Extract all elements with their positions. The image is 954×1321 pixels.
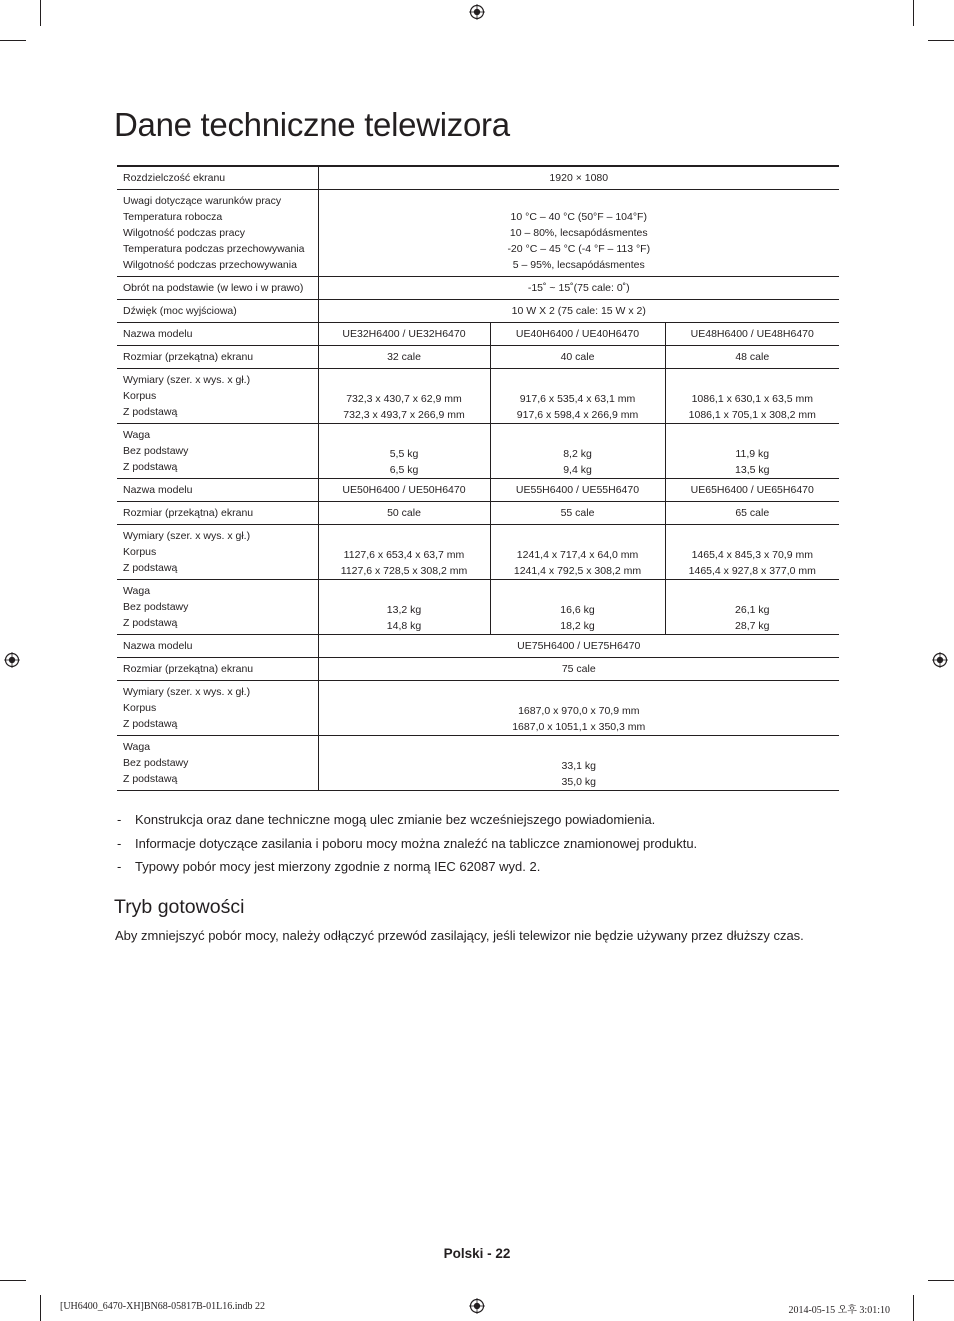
spec-label-line: Z podstawą: [123, 773, 178, 785]
spec-value-line: 50 cale: [387, 507, 421, 519]
spec-value-line: 1687,0 x 1051,1 x 350,3 mm: [512, 721, 646, 733]
spec-value-line: 1465,4 x 927,8 x 377,0 mm: [688, 565, 816, 577]
spec-row: [117, 346, 839, 369]
spec-label: [117, 681, 318, 736]
spec-label-line: Korpus: [123, 546, 157, 558]
spec-label-line: Waga: [123, 741, 151, 753]
spec-value: [318, 190, 839, 277]
note-item: [117, 835, 697, 859]
page-title: Dane techniczne telewizora: [114, 106, 510, 143]
spec-value-line: 11,9 kg: [735, 448, 770, 460]
spec-value: [318, 681, 839, 736]
spec-label-line: Z podstawą: [123, 718, 178, 730]
spec-label-line: Obrót na podstawie (w lewo i w prawo): [123, 282, 304, 294]
registration-mark-icon: [932, 652, 948, 668]
spec-value: [318, 424, 490, 479]
page-number: Polski - 22: [443, 1246, 511, 1261]
spec-row: [117, 635, 839, 658]
spec-row: [117, 166, 839, 190]
spec-value: [490, 580, 665, 635]
print-slug-file: [UH6400_6470-XH]BN68-05817B-01L16.indb 22: [60, 1301, 265, 1312]
crop-mark: [0, 40, 26, 41]
crop-mark: [40, 1295, 41, 1321]
spec-value: [665, 502, 839, 525]
spec-value-line: 48 cale: [735, 351, 770, 363]
spec-value: [318, 166, 839, 190]
spec-label-line: Korpus: [123, 702, 157, 714]
spec-label: [117, 369, 318, 424]
spec-value-line: 9,4 kg: [563, 464, 592, 476]
spec-label-line: Waga: [123, 585, 151, 597]
spec-value-line: -15˚ ~ 15˚(75 cale: 0˚): [527, 282, 630, 294]
spec-value-line: 8,2 kg: [563, 448, 592, 460]
registration-mark-icon: [469, 1298, 485, 1314]
spec-value: [318, 277, 839, 300]
spec-label-line: Rozmiar (przekątna) ekranu: [123, 507, 254, 519]
spec-value-line: 10 W X 2 (75 cale: 15 W x 2): [511, 305, 646, 317]
spec-value: [318, 323, 490, 346]
spec-value-line: 1465,4 x 845,3 x 70,9 mm: [691, 549, 813, 561]
spec-value: [665, 479, 839, 502]
spec-value-line: 917,6 x 598,4 x 266,9 mm: [516, 409, 639, 421]
spec-value-line: UE40H6400 / UE40H6470: [515, 328, 640, 340]
crop-mark: [0, 1280, 26, 1281]
spec-label: [117, 323, 318, 346]
spec-value-line: 1241,4 x 792,5 x 308,2 mm: [513, 565, 642, 577]
spec-value-line: 5,5 kg: [389, 448, 419, 460]
print-slug-datetime: 2014-05-15 오후 3:01:10: [788, 1305, 890, 1316]
spec-value: [318, 580, 490, 635]
note-item: [117, 811, 697, 835]
spec-label-line: Temperatura robocza: [123, 211, 223, 223]
spec-row: [117, 424, 839, 479]
spec-value: [318, 635, 839, 658]
spec-value-line: UE75H6400 / UE75H6470: [517, 640, 641, 652]
spec-value-line: UE65H6400 / UE65H6470: [690, 484, 814, 496]
spec-label: [117, 635, 318, 658]
spec-label-line: Z podstawą: [123, 562, 178, 574]
spec-value: [665, 525, 839, 580]
notes-list: [117, 811, 697, 882]
spec-value: [490, 502, 665, 525]
note-text: Informacje dotyczące zasilania i poboru mocy można znaleźć na tabliczce znamionowej produktu.: [135, 835, 698, 851]
spec-value-line: 65 cale: [735, 507, 770, 519]
spec-value-line: 75 cale: [561, 663, 596, 675]
spec-row: [117, 658, 839, 681]
spec-row: [117, 277, 839, 300]
spec-value: [318, 300, 839, 323]
spec-value-line: 1920 × 1080: [549, 172, 609, 184]
note-text: Konstrukcja oraz dane techniczne mogą ulec zmianie bez wcześniejszego powiadomienia.: [135, 812, 656, 827]
crop-mark: [913, 0, 914, 26]
standby-text: Aby zmniejszyć pobór mocy, należy odłączyć przewód zasilający, jeśli telewizor nie będzie używany przez dłuższy czas.: [115, 928, 804, 943]
note-item: [117, 858, 697, 882]
spec-value-line: 5 – 95%, lecsapódásmentes: [512, 259, 645, 271]
spec-value-line: 28,7 kg: [735, 620, 770, 632]
spec-value: [318, 346, 490, 369]
spec-value-line: 26,1 kg: [735, 604, 770, 616]
spec-label-line: Korpus: [123, 390, 157, 402]
spec-value: [665, 323, 839, 346]
registration-mark-icon: [469, 4, 485, 20]
spec-label-line: Nazwa modelu: [123, 328, 193, 340]
spec-label-line: Nazwa modelu: [123, 484, 193, 496]
spec-value: [665, 424, 839, 479]
spec-value-line: 14,8 kg: [386, 620, 422, 632]
spec-label-line: Z podstawą: [123, 461, 178, 473]
spec-label-line: Temperatura podczas przechowywania: [123, 243, 305, 255]
spec-label-line: Bez podstawy: [123, 445, 189, 457]
spec-label-line: Wilgotność podczas pracy: [123, 227, 245, 239]
spec-label: [117, 166, 318, 190]
spec-row: [117, 323, 839, 346]
spec-label-line: Uwagi dotyczące warunków pracy: [123, 195, 282, 207]
spec-row: [117, 736, 839, 791]
spec-value-line: 1241,4 x 717,4 x 64,0 mm: [516, 549, 639, 561]
spec-value-line: 35,0 kg: [561, 776, 596, 788]
spec-row: [117, 681, 839, 736]
spec-value: [665, 346, 839, 369]
spec-value-line: 1687,0 x 970,0 x 70,9 mm: [518, 705, 640, 717]
spec-label-line: Rozmiar (przekątna) ekranu: [123, 663, 254, 675]
spec-value-line: UE55H6400 / UE55H6470: [515, 484, 640, 496]
spec-value-line: 1086,1 x 630,1 x 63,5 mm: [691, 393, 813, 405]
spec-value-line: 10 – 80%, lecsapódásmentes: [509, 227, 648, 239]
crop-mark: [913, 1295, 914, 1321]
spec-row: [117, 525, 839, 580]
spec-value: [318, 369, 490, 424]
spec-value: [490, 323, 665, 346]
spec-value: [665, 580, 839, 635]
spec-label: [117, 736, 318, 791]
note-dash: -: [117, 859, 122, 874]
spec-label-line: Z podstawą: [123, 406, 178, 418]
spec-label-line: Z podstawą: [123, 617, 178, 629]
note-text: Typowy pobór mocy jest mierzony zgodnie z normą IEC 62087 wyd. 2.: [135, 859, 541, 874]
spec-value-line: 33,1 kg: [561, 760, 596, 772]
spec-label: [117, 424, 318, 479]
spec-label-line: Dźwięk (moc wyjściowa): [123, 305, 237, 317]
spec-value-line: 1127,6 x 653,4 x 63,7 mm: [343, 549, 465, 561]
spec-value: [490, 424, 665, 479]
spec-value-line: 16,6 kg: [560, 604, 595, 616]
spec-row: [117, 190, 839, 277]
spec-label: [117, 658, 318, 681]
spec-value-line: 40 cale: [560, 351, 595, 363]
spec-label-line: Wymiary (szer. x wys. x gł.): [123, 686, 251, 698]
spec-value: [665, 369, 839, 424]
spec-value: [490, 479, 665, 502]
spec-value-line: 18,2 kg: [560, 620, 595, 632]
registration-mark-icon: [4, 652, 20, 668]
spec-value-line: 32 cale: [387, 351, 421, 363]
spec-label: [117, 346, 318, 369]
spec-value: [490, 346, 665, 369]
spec-label-line: Rozdzielczość ekranu: [123, 172, 226, 184]
spec-label: [117, 277, 318, 300]
spec-label-line: Waga: [123, 429, 151, 441]
spec-value-line: 10 °C – 40 °C (50°F – 104°F): [510, 211, 647, 223]
spec-value-line: 13,2 kg: [386, 604, 422, 616]
spec-value-line: 6,5 kg: [389, 464, 419, 476]
spec-value: [318, 502, 490, 525]
spec-label: [117, 300, 318, 323]
spec-label-line: Rozmiar (przekątna) ekranu: [123, 351, 254, 363]
crop-mark: [40, 0, 41, 26]
standby-heading: Tryb gotowości: [114, 896, 245, 918]
spec-label: [117, 479, 318, 502]
spec-row: [117, 300, 839, 323]
spec-value-line: 732,3 x 430,7 x 62,9 mm: [346, 393, 462, 405]
spec-row: [117, 580, 839, 635]
spec-value-line: 13,5 kg: [735, 464, 770, 476]
spec-row: [117, 502, 839, 525]
spec-label-line: Nazwa modelu: [123, 640, 193, 652]
spec-label-line: Bez podstawy: [123, 601, 189, 613]
spec-value: [490, 525, 665, 580]
crop-mark: [928, 40, 954, 41]
spec-value-line: UE50H6400 / UE50H6470: [342, 484, 466, 496]
spec-value: [490, 369, 665, 424]
spec-value: [318, 736, 839, 791]
spec-value: [318, 525, 490, 580]
spec-label-line: Bez podstawy: [123, 757, 189, 769]
spec-value: [318, 479, 490, 502]
spec-label-line: Wymiary (szer. x wys. x gł.): [123, 530, 251, 542]
spec-value-line: 55 cale: [560, 507, 595, 519]
spec-row: [117, 369, 839, 424]
spec-label: [117, 525, 318, 580]
spec-value-line: 917,6 x 535,4 x 63,1 mm: [519, 393, 636, 405]
spec-label: [117, 580, 318, 635]
spec-value-line: 732,3 x 493,7 x 266,9 mm: [343, 409, 465, 421]
spec-value-line: UE48H6400 / UE48H6470: [690, 328, 814, 340]
crop-mark: [928, 1280, 954, 1281]
spec-row: [117, 479, 839, 502]
spec-value-line: UE32H6400 / UE32H6470: [342, 328, 466, 340]
spec-table: [117, 165, 839, 791]
spec-value-line: 1127,6 x 728,5 x 308,2 mm: [340, 565, 468, 577]
spec-label-line: Wymiary (szer. x wys. x gł.): [123, 374, 251, 386]
spec-label: [117, 190, 318, 277]
note-dash: -: [117, 835, 122, 851]
spec-value: [318, 658, 839, 681]
spec-label-line: Wilgotność podczas przechowywania: [123, 259, 297, 271]
spec-value-line: 1086,1 x 705,1 x 308,2 mm: [688, 409, 816, 421]
note-dash: -: [117, 812, 122, 827]
spec-label: [117, 502, 318, 525]
spec-value-line: -20 °C – 45 °C (-4 °F – 113 °F): [507, 243, 651, 255]
